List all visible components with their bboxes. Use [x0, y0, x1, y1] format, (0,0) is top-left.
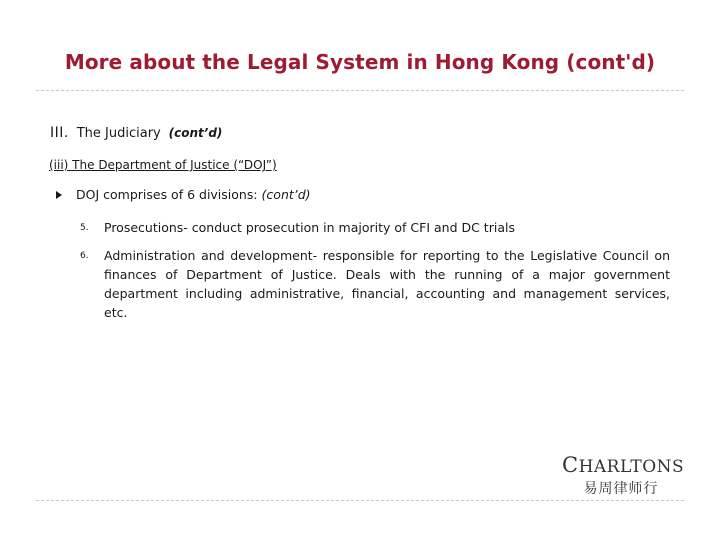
bottom-divider — [36, 500, 684, 501]
charltons-logo — [562, 453, 685, 498]
logo-chinese-name: 易周律师行 — [583, 481, 659, 497]
numbered-item-5 — [80, 218, 670, 237]
bullet-text: DOJ comprises of 6 divisions: — [76, 187, 258, 202]
section-heading — [50, 124, 222, 141]
section-numeral: III. — [50, 125, 69, 141]
section-heading-text: The Judiciary — [76, 126, 161, 141]
logo-wordmark: CHARLTONS — [562, 453, 685, 477]
item-text: Administration and development- responsible for reporting to the Legislative Council on finances of Department of Justice. Deals with the running of a major government department including administrative, financial, accounting and management services, etc. — [104, 248, 670, 320]
subheading: (iii) The Department of Justice (“DOJ”) — [49, 158, 277, 172]
top-divider — [36, 90, 684, 91]
section-heading-suffix: (cont’d) — [168, 126, 223, 140]
bullet-suffix: (cont’d) — [261, 187, 311, 202]
item-number: 6. — [80, 251, 89, 261]
numbered-item-6 — [80, 246, 670, 322]
slide-title: More about the Legal System in Hong Kong (cont'd) — [64, 50, 656, 74]
bullet-item — [56, 187, 311, 202]
item-text: Prosecutions- conduct prosecution in majority of CFI and DC trials — [104, 220, 515, 235]
item-number: 5. — [80, 223, 89, 233]
triangle-bullet-icon — [56, 191, 62, 199]
